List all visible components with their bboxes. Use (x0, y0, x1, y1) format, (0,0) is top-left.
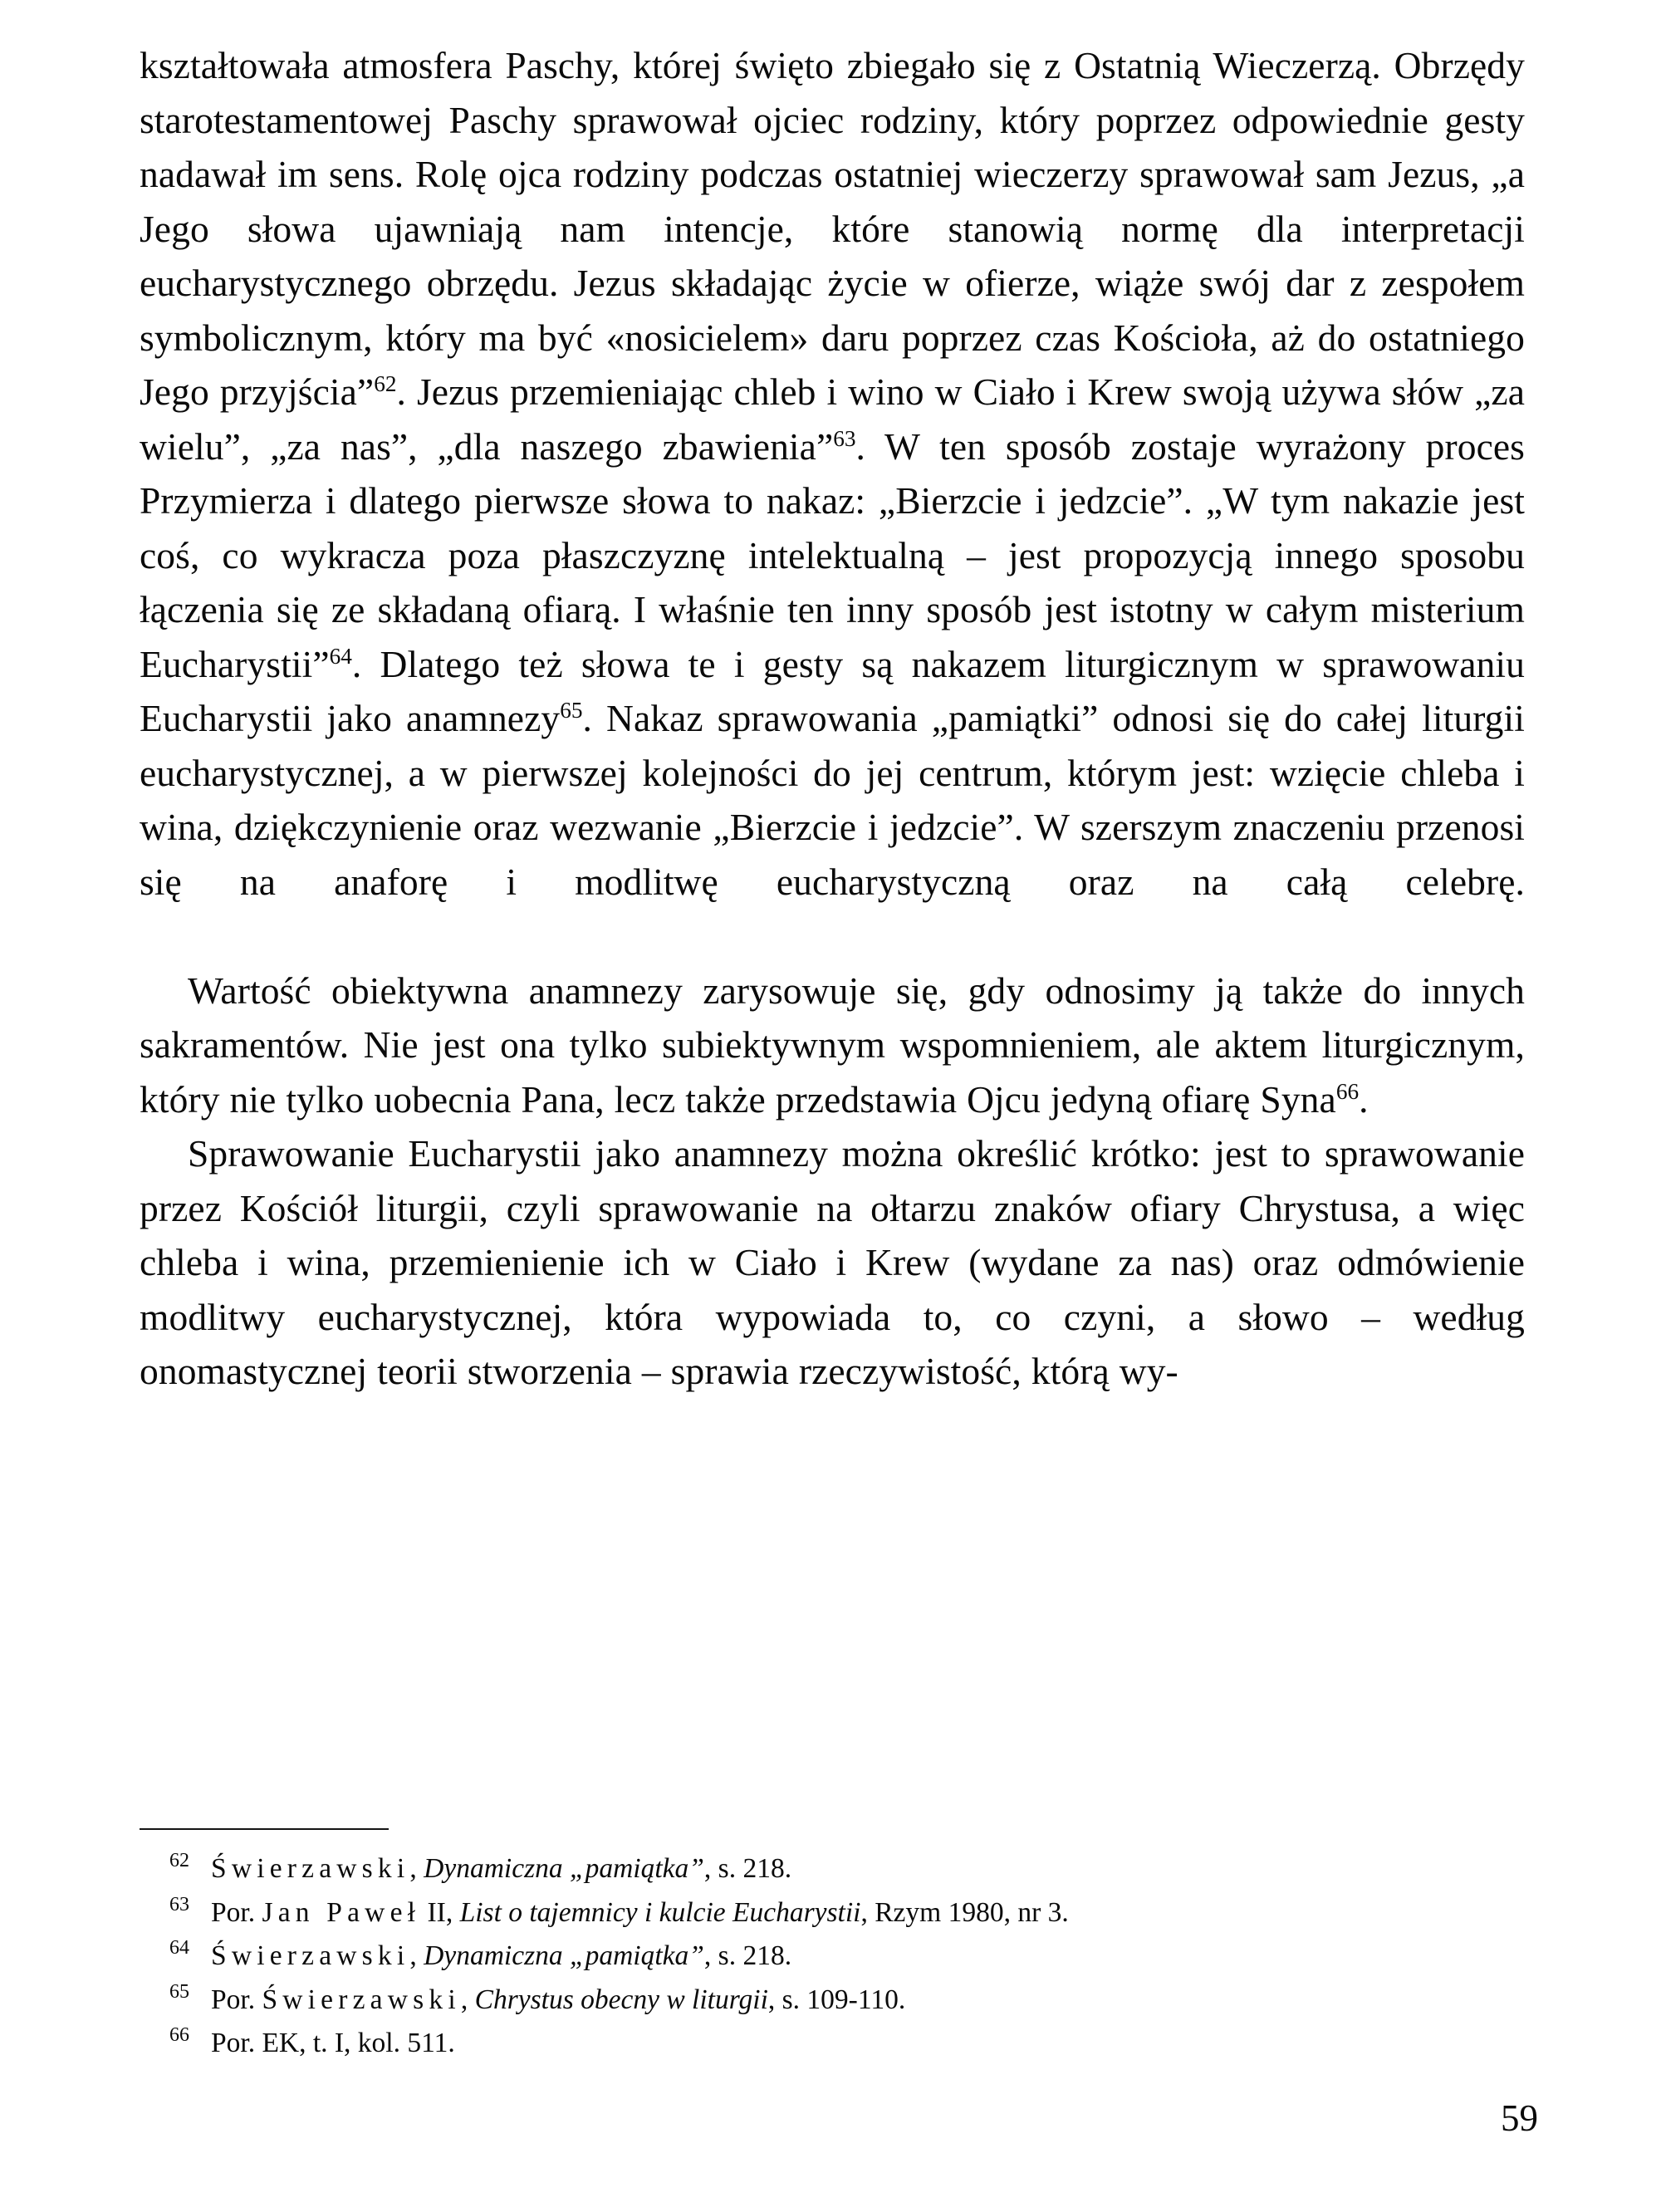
text-run: Sprawowanie Eucharystii jako anamnezy można określić krótko: jest to sprawowanie przez Kościół liturgii, czyli sprawowanie na ołtarzu znaków ofiary Chrystusa, a więc chleba i wina, przemienienie ich w Ciało i Krew (wydane za nas) oraz odmówienie modlitwy eucharystycznej, która wypowiada to, co czyni, a słowo – według onomastycznej teorii stworzenia – sprawia rzeczywistość, którą wy- (140, 1132, 1525, 1392)
page-number: 59 (1501, 2097, 1538, 2139)
footnote-reference[interactable]: 66 (1335, 1078, 1360, 1104)
author-name: Świerzawski (211, 1940, 410, 1971)
text-run: , s. 218. (703, 1853, 792, 1884)
text-run: Por. EK, t. I, kol. 511. (211, 2028, 455, 2058)
footnote-number: 65 (169, 1980, 189, 2003)
footnote-item (140, 1847, 1535, 1891)
footnote-reference[interactable]: 64 (329, 643, 352, 669)
text-run: Por. (211, 1896, 262, 1928)
footnote-reference[interactable]: 62 (374, 370, 397, 396)
footnote-text (211, 1853, 791, 1884)
footnote-separator-rule (140, 1828, 389, 1830)
footnote-text (211, 1984, 905, 2015)
footnote-text (211, 2028, 455, 2058)
text-run: Wartość obiektywna anamnezy zarysowuje się, gdy odnosimy ją także do innych sakramentów. Nie jest ona tylko subiektywnym wspomnieniem, ale aktem liturgicznym, który nie tylko uobecnia Pana, lecz także przedstawia Ojcu jedyną ofiarę Syna (140, 969, 1525, 1121)
footnote-reference[interactable]: 63 (833, 425, 856, 451)
footnote-reference[interactable]: 65 (560, 697, 583, 723)
text-run: Por. (211, 1984, 262, 2015)
text-run: , (409, 1940, 424, 1971)
author-name: Świerzawski (211, 1853, 410, 1884)
text-run: . Nakaz sprawowania „pamiątki” odnosi się do całej liturgii eucharystycznej, a w pierwszej kolejności do jej centrum, którym jest: wzięcie chleba i wina, dziękczynienie oraz wezwanie „Bierzcie i jedzcie”. W szerszym znaczeniu przenosi się na anaforę i modlitwę eucharystyczną oraz na całą celebrę. (140, 697, 1525, 903)
work-title: Chrystus obecny w liturgii (474, 1984, 768, 2015)
text-run: kształtowała atmosfera Paschy, której święto zbiegało się z Ostatnią Wieczerzą. Obrzędy starotestamentowej Paschy sprawował ojciec rodziny, który poprzez odpowiednie gesty nadawał im sens. Rolę ojca rodziny podczas ostatniej wieczerzy sprawował sam Jezus, „a Jego słowa ujawniają nam intencje, które stanowią normę dla interpretacji eucharystycznego obrzędu. Jezus składając życie w ofierze, wiąże swój dar z zespołem symbolicznym, który ma być «nosicielem» daru poprzez czas Kościoła, aż do ostatniego Jego przyjścia” (140, 44, 1525, 413)
footnote-item (140, 2022, 1535, 2066)
footnote-item (140, 1979, 1535, 2023)
body-text-block (140, 38, 1525, 1399)
body-paragraph (140, 38, 1525, 964)
author-name: Jan Paweł (262, 1896, 421, 1928)
author-name: Świerzawski (262, 1984, 461, 2015)
text-run: , s. 109-110. (767, 1984, 906, 2015)
text-run: . (1359, 1077, 1369, 1121)
body-paragraph (140, 1126, 1525, 1399)
page-body-column (140, 38, 1525, 1399)
work-title: List o tajemnicy i kulcie Eucharystii (459, 1896, 861, 1928)
text-run: , s. 218. (703, 1940, 792, 1971)
footnote-text (211, 1940, 791, 1971)
text-run: , (409, 1853, 424, 1884)
footnote-text (211, 1897, 1069, 1928)
text-run: , Rzym 1980, nr 3. (860, 1896, 1069, 1928)
footnote-number: 64 (169, 1937, 189, 1959)
text-run: , (460, 1984, 475, 2015)
footnote-number: 66 (169, 2024, 189, 2046)
footnote-number: 62 (169, 1850, 189, 1871)
text-run: . Dlatego też słowa te i gesty są nakazem liturgicznym w sprawowaniu Eucharystii jako anamnezy (140, 642, 1525, 739)
work-title: Dynamiczna „pamiątka” (424, 1853, 704, 1884)
text-run: II, (420, 1896, 460, 1928)
footnote-list (140, 1847, 1535, 2066)
footnote-item (140, 1935, 1535, 1979)
text-run: . Jezus przemieniając chleb i wino w Ciało i Krew swoją używa słów „za wielu”, „za nas”, „dla naszego zbawienia” (140, 370, 1526, 468)
work-title: Dynamiczna „pamiątka” (424, 1940, 704, 1971)
body-paragraph (140, 964, 1525, 1127)
text-run: . W ten sposób zostaje wyrażony proces Przymierza i dlatego pierwsze słowa to nakaz: „Bierzcie i jedzcie”. „W tym nakazie jest coś, co wykracza poza płaszczyznę intelektualną – jest propozycją innego sposobu łączenia się ze składaną ofiarą. I właśnie ten inny sposób jest istotny w całym misterium Eucharystii” (140, 424, 1525, 685)
footnote-number: 63 (169, 1893, 189, 1915)
footnote-item (140, 1891, 1535, 1935)
